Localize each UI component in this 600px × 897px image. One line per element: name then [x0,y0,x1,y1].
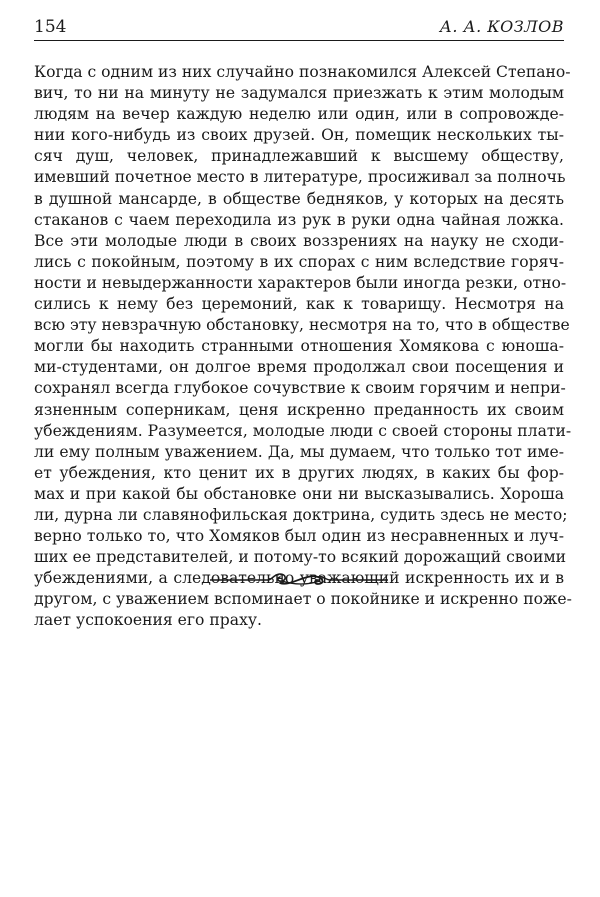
text-line: убеждениями, а следовательно уважающий искренность их и в [34,569,564,588]
text-line: ших ее представителей, и потому-то всякий дорожащий своими [34,548,566,567]
text-line: убеждениям. Разумеется, молодые люди с своей стороны плати- [34,421,572,440]
text-line: мах и при какой бы обстановке они ни высказывались. Хороша [34,484,564,503]
text-line: вич, то ни на минуту не задумался приезжать к этим молодым [34,84,564,103]
scroll-flourish-icon [210,568,388,590]
text-line: ет убеждения, кто ценит их в других людях, в каких бы фор- [34,463,564,482]
text-line: сяч душ, человек, принадлежавший к высшему обществу, [34,147,564,166]
text-line: ли, дурна ли славянофильская доктрина, судить здесь не место; [34,505,568,524]
text-line: стаканов с чаем переходила из рук в руки одна чайная ложка. [34,210,564,229]
text-line: нии кого-нибудь из своих друзей. Он, помещик нескольких ты- [34,126,564,145]
text-line: ности и невыдержанности характеров были иногда резки, отно- [34,273,567,292]
text-line: могли бы находить странными отношения Хомякова с юноша- [34,337,564,356]
page-number: 154 [34,17,67,37]
text-line: ми-студентами, он долгое время продолжал свои посещения и [34,358,564,377]
text-line: лись с покойным, поэтому в их спорах с ним вследствие горяч- [34,252,564,271]
text-line: сились к нему без церемоний, как к товарищу. Несмотря на [34,295,564,314]
text-line: другом, с уважением вспоминает о покойнике и искренно поже- [34,590,572,609]
header-rule [34,40,564,41]
body-paragraph [34,62,572,632]
running-head [34,16,564,42]
text-line: сохранял всегда глубокое сочувствие к своим горячим и непри- [34,379,566,398]
running-title: А. А. КОЗЛОВ [439,17,564,36]
text-line: имевший почетное место в литературе, просиживал за полночь [34,168,566,187]
text-line: в душной мансарде, в обществе бедняков, у которых на десять [34,189,564,208]
text-line: лает успокоения его праху. [34,611,262,630]
text-line: верно только то, что Хомяков был один из несравненных и луч- [34,527,564,546]
text-line: язненным соперникам, ценя искренно преданность их своим [34,400,564,419]
text-line: Все эти молодые люди в своих воззрениях на науку не сходи- [34,231,564,250]
text-line: всю эту невзрачную обстановку, несмотря на то, что в обществе [34,316,570,335]
text-line: ли ему полным уважением. Да, мы думаем, что только тот име- [34,442,564,461]
text-line: Когда с одним из них случайно познакомился Алексей Степано- [34,63,571,81]
text-line: людям на вечер каждую неделю или один, или в сопровожде- [34,105,564,124]
